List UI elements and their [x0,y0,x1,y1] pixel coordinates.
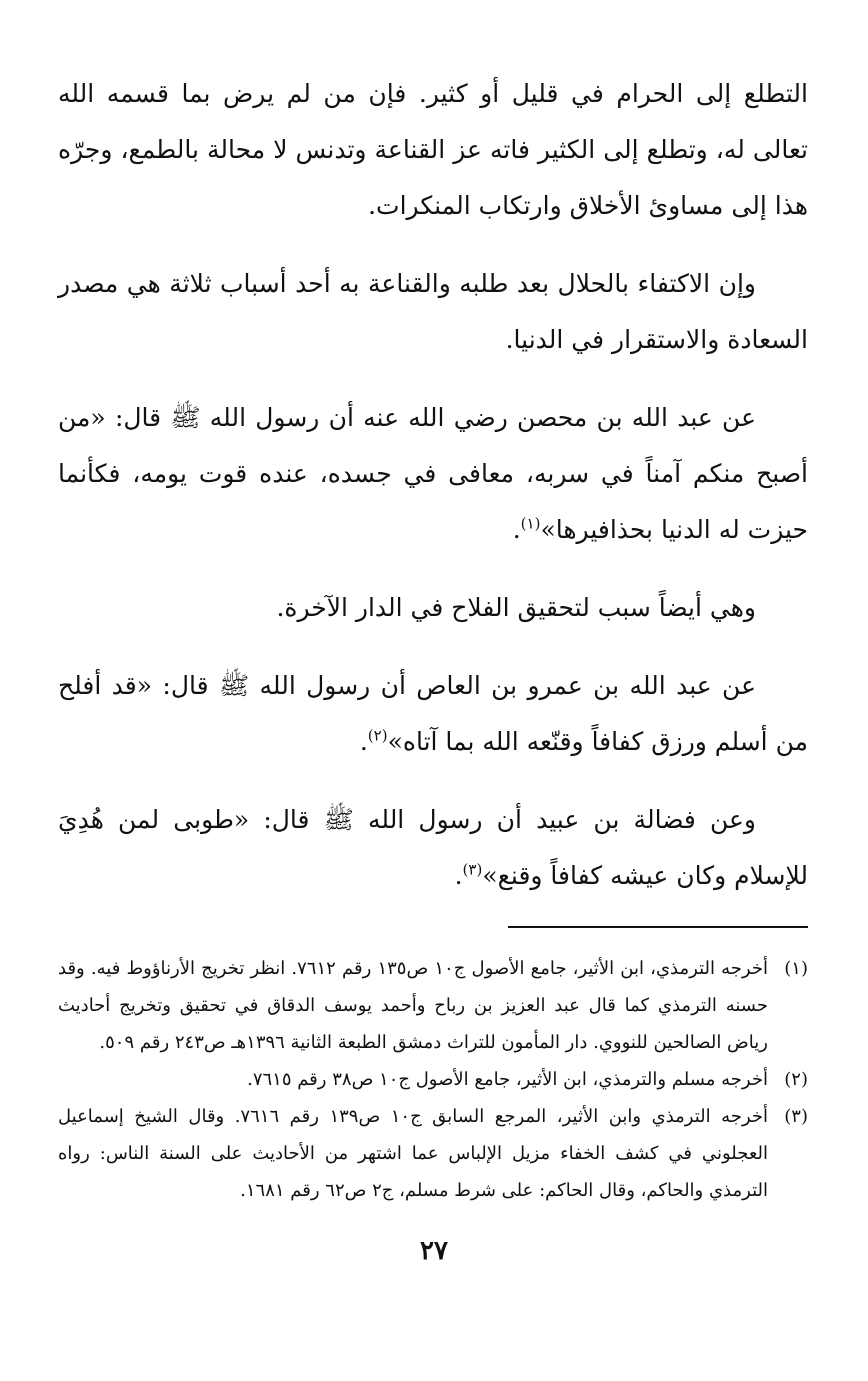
footnote-ref: (١) [520,514,541,533]
paragraph-text: وعن فضالة بن عبيد أن رسول الله ﷺ قال: «طوبى لمن هُدِيَ للإسلام وكان عيشه كفافاً وقنع» [58,805,808,890]
paragraph-text: وهي أيضاً سبب لتحقيق الفلاح في الدار الآخرة. [276,593,756,622]
footnote-number: (٢) [784,1069,808,1090]
footnote-ref: (٢) [367,726,388,745]
page-content [58,66,808,1209]
footnote-text: أخرجه الترمذي، ابن الأثير، جامع الأصول ج١٠ ص١٣٥ رقم ٧٦١٢. انظر تخريج الأرناؤوط فيه. وقد حسنه الترمذي كما قال عبد العزيز بن رباح وأحمد يوسف الدقاق في تحقيق وتخريج أحاديث رياض الصالحين للنووي. دار المأمون للتراث دمشق الطبعة الثانية ١٣٩٦هـ ص٢٤٣ رقم ٥٠٩. [58,958,768,1053]
footnote-3 [58,1098,808,1209]
footnote-number: (١) [784,958,808,979]
hadith-paragraph-3 [58,792,808,904]
paragraph-end: . [359,727,368,756]
paragraph-end: . [512,515,521,544]
body-paragraph-2 [58,256,808,368]
body-paragraph-3 [58,580,808,636]
footnote-text: أخرجه مسلم والترمذي، ابن الأثير، جامع الأصول ج١٠ ص٣٨ رقم ٧٦١٥. [247,1069,768,1090]
footnote-text: أخرجه الترمذي وابن الأثير، المرجع السابق ج١٠ ص١٣٩ رقم ٧٦١٦. وقال الشيخ إسماعيل العجلوني في كشف الخفاء مزيل الإلباس عما اشتهر من الأحاديث على السنة الناس: رواه الترمذي والحاكم، وقال الحاكم: على شرط مسلم، ج٢ ص٦٢ رقم ١٦٨١. [58,1106,768,1201]
paragraph-text: عن عبد الله بن محصن رضي الله عنه أن رسول الله ﷺ قال: «من أصبح منكم آمناً في سربه، معافى في جسده، عنده قوت يومه، فكأنما حيزت له الدنيا بحذافيرها» [58,403,808,544]
paragraph-text: التطلع إلى الحرام في قليل أو كثير. فإن من لم يرض بما قسمه الله تعالى له، وتطلع إلى الكثير فاته عز القناعة وتدنس لا محالة بالطمع، وجرّه هذا إلى مساوئ الأخلاق وارتكاب المنكرات. [58,79,808,220]
page-number: ٢٧ [420,1236,448,1266]
paragraph-text: وإن الاكتفاء بالحلال بعد طلبه والقناعة به أحد أسباب ثلاثة هي مصدر السعادة والاستقرار في الدنيا. [58,269,808,354]
paragraph-text: عن عبد الله بن عمرو بن العاص أن رسول الله ﷺ قال: «قد أفلح من أسلم ورزق كفافاً وقنّعه الله بما آتاه» [58,671,808,756]
body-paragraph-1 [58,66,808,234]
footnote-1 [58,950,808,1061]
footnote-ref: (٣) [462,860,483,879]
hadith-paragraph-1 [58,390,808,558]
footnotes-section [58,950,808,1209]
paragraph-end: . [454,861,463,890]
hadith-paragraph-2 [58,658,808,770]
footnote-number: (٣) [784,1106,808,1127]
footnote-separator [508,926,808,928]
footnote-2 [58,1061,808,1098]
